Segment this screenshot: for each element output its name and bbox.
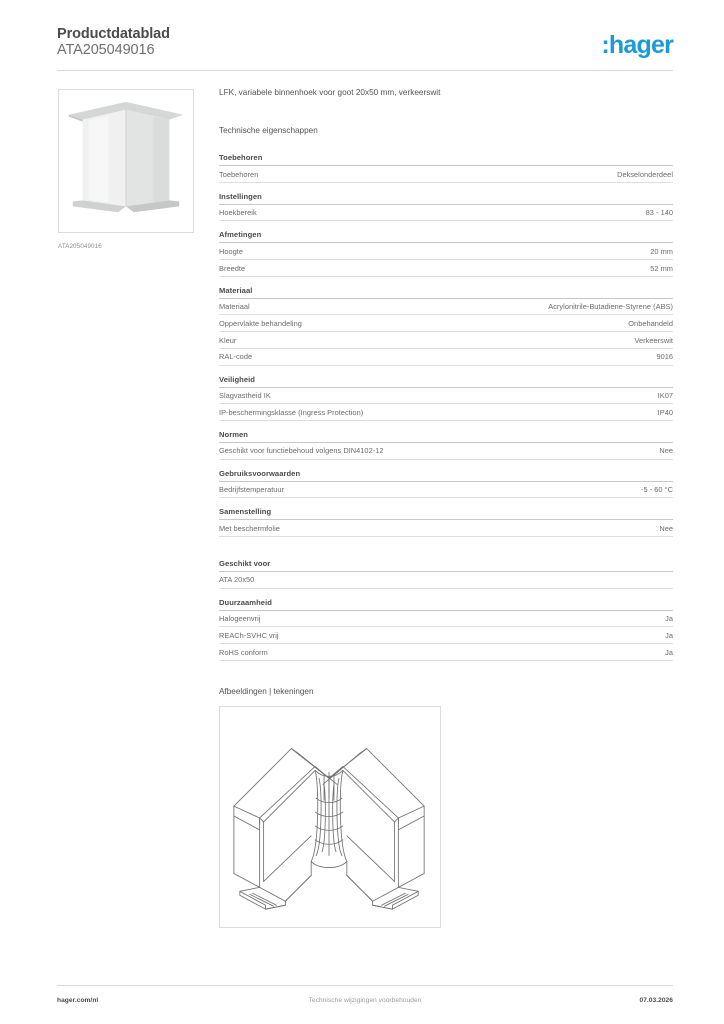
spec-group <box>219 230 673 276</box>
main-content <box>219 88 673 928</box>
footer-disclaimer: Technische wijzigingen voorbehouden <box>308 997 422 1004</box>
spec-row-label: Hoekbereik <box>219 208 257 218</box>
spec-group <box>219 430 673 460</box>
product-photo-caption: ATA205049016 <box>58 243 102 250</box>
spec-row-value: Ja <box>665 630 673 640</box>
spec-row-label: Met beschermfolie <box>219 523 280 533</box>
page-title: Productdatablad <box>57 26 170 42</box>
spec-group <box>219 375 673 421</box>
spec-group-title: Veiligheid <box>219 375 673 388</box>
spec-group <box>219 153 673 183</box>
spec-group <box>219 598 673 661</box>
spec-row-value: 83 - 140 <box>645 208 673 218</box>
spec-row-value: Ja <box>665 647 673 657</box>
page-header <box>57 26 673 72</box>
spec-row-label: Geschikt voor functiebehoud volgens DIN4102-12 <box>219 446 384 456</box>
spec-group-title: Toebehoren <box>219 153 673 166</box>
spec-group-title: Duurzaamheid <box>219 598 673 611</box>
spec-row-value: Verkeerswit <box>634 335 673 345</box>
spec-row-value: Acrylonitrile-Butadiene-Styrene (ABS) <box>548 302 673 312</box>
spec-row <box>219 332 673 349</box>
page-subtitle-article-number: ATA205049016 <box>57 42 155 58</box>
spec-row-label: ATA 20x50 <box>219 575 255 585</box>
spec-row-label: Bedrijfstemperatuur <box>219 485 285 495</box>
spec-row-label: Kleur <box>219 335 237 345</box>
spec-row-value: 9016 <box>656 352 673 362</box>
spec-group-title: Afmetingen <box>219 230 673 243</box>
spec-row <box>219 627 673 644</box>
spec-group-title: Gebruiksvoorwaarden <box>219 469 673 482</box>
spec-row <box>219 443 673 460</box>
spec-group <box>219 286 673 366</box>
header-divider <box>57 70 673 71</box>
technical-properties-heading: Technische eigenschappen <box>219 126 318 135</box>
spec-row-value: 52 mm <box>650 263 673 273</box>
spec-row <box>219 520 673 537</box>
spec-row-value: Nee <box>659 523 673 533</box>
spec-row <box>219 205 673 222</box>
spec-row <box>219 611 673 628</box>
spec-row-label: RoHS conform <box>219 647 268 657</box>
spec-row <box>219 315 673 332</box>
spec-group-title: Materiaal <box>219 286 673 299</box>
spec-row-label: Slagvastheid IK <box>219 391 271 400</box>
spec-group-title: Normen <box>219 430 673 443</box>
spec-group <box>219 507 673 537</box>
spec-row <box>219 572 673 589</box>
spec-row <box>219 166 673 183</box>
hager-logo: :hager <box>601 31 673 59</box>
spec-row <box>219 644 673 661</box>
drawings-heading: Afbeeldingen | tekeningen <box>219 686 314 696</box>
spec-row <box>219 388 673 405</box>
spec-group-title: Instellingen <box>219 192 673 205</box>
technical-drawing-frame <box>219 706 441 928</box>
spec-row <box>219 299 673 316</box>
spec-row-label: Breedte <box>219 263 246 273</box>
spec-row-label: Hoogte <box>219 246 244 256</box>
footer-website[interactable]: hager.com/nl <box>57 997 99 1004</box>
spec-row-value: IP40 <box>657 407 673 417</box>
spec-row-label: Halogeenvrij <box>219 614 261 624</box>
spec-row <box>219 243 673 260</box>
spec-row-label: Oppervlakte behandeling <box>219 318 302 328</box>
spec-row-value: IK07 <box>657 391 673 400</box>
footer-date: 07.03.2026 <box>639 997 673 1004</box>
product-photo-image <box>59 90 193 232</box>
spec-group <box>219 469 673 499</box>
spec-row-value: 20 mm <box>650 246 673 256</box>
spec-row-label: Toebehoren <box>219 169 259 179</box>
specification-table <box>219 153 673 661</box>
spec-row-label: REACh-SVHC vrij <box>219 630 279 640</box>
page-footer <box>57 997 673 1011</box>
spec-row <box>219 404 673 421</box>
spec-row-label: RAL-code <box>219 352 253 362</box>
spec-row-value: -5 - 60 °C <box>640 485 673 495</box>
spec-group <box>219 559 673 589</box>
spec-row <box>219 349 673 366</box>
product-photo-frame <box>58 89 194 233</box>
spec-row-value: Dekselonderdeel <box>617 169 673 179</box>
product-name: LFK, variabele binnenhoek voor goot 20x50 mm, verkeerswit <box>219 88 441 97</box>
spec-group-title: Samenstelling <box>219 507 673 520</box>
footer-divider <box>57 985 673 986</box>
spec-row <box>219 260 673 277</box>
spec-row-value: Onbehandeld <box>628 318 673 328</box>
spec-row <box>219 482 673 499</box>
technical-drawing-image <box>220 707 440 927</box>
spec-row-value: Ja <box>665 614 673 624</box>
spec-row-label: IP-beschermingsklasse (Ingress Protection) <box>219 407 364 417</box>
spec-group <box>219 192 673 222</box>
spec-row-value: Nee <box>659 446 673 456</box>
spec-group-title: Geschikt voor <box>219 559 673 572</box>
spec-row-label: Materiaal <box>219 302 250 312</box>
